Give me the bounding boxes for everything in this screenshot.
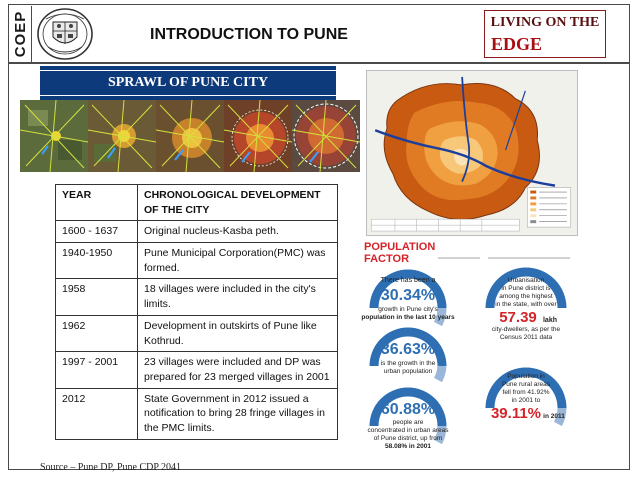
year-cell: 1600 - 1637 [56, 221, 138, 243]
table-row [56, 221, 338, 243]
stat5-intro-2: Pune rural areas [501, 381, 551, 388]
stat2-caption-1: is the growth in the [380, 360, 436, 367]
brand-tagline: LIVING ON THE [490, 15, 600, 30]
stat3-value: 60.88% [380, 401, 436, 418]
stat5-value: 39.11% [490, 405, 542, 422]
source-citation: Source – Pune DP, Pune CDP 2041 [40, 462, 182, 473]
year-cell: 2012 [56, 388, 138, 439]
sprawl-panel-5 [292, 100, 360, 172]
year-cell: 1997 - 2001 [56, 352, 138, 388]
stat3-caption-3: of Pune district, up from [373, 435, 443, 442]
stat4-unit: lakh [542, 317, 558, 324]
sprawl-heading: SPRAWL OF PUNE CITY [40, 70, 336, 96]
year-column-header: YEAR [56, 185, 138, 221]
stat5-year: in 2011 [543, 413, 565, 420]
header-divider [8, 62, 630, 64]
stat1-value: 30.34% [380, 287, 436, 304]
stat4-intro-4: in the state, with over [495, 301, 557, 308]
population-heading-line2: FACTOR [364, 253, 410, 265]
sprawl-panel-1 [20, 100, 88, 172]
sprawl-panel-4 [224, 100, 292, 172]
stat1-intro: There has been a [380, 277, 436, 284]
stat4-caption-2: Census 2011 data [499, 334, 553, 341]
college-crest-logo [36, 7, 94, 61]
stat3-caption-1: people are [392, 419, 424, 426]
event-cell: State Government in 2012 issued a notification to bring 28 fringe villages in the PMC limits. [138, 388, 338, 439]
event-cell: Original nucleus-Kasba peth. [138, 221, 338, 243]
table-row [56, 352, 338, 388]
institute-name: COEP [12, 10, 29, 58]
development-column-header: CHRONOLOGICAL DEVELOPMENT OF THE CITY [138, 185, 338, 221]
brand-badge [484, 10, 606, 58]
event-cell: 18 villages were included in the city's limits. [138, 279, 338, 315]
stat4-value: 57.39 [499, 309, 537, 326]
stat5-intro-3: fell from 41.92% [502, 389, 550, 396]
stat4-intro-1: Urbanisation [507, 277, 545, 284]
sprawl-map-sequence [20, 100, 360, 172]
stat4-caption-1: city-dwellers, as per the [491, 326, 561, 333]
brand-emphasis: EDGE [491, 34, 543, 54]
event-cell: Development in outskirts of Pune like Kothrud. [138, 315, 338, 351]
table-row [56, 243, 338, 279]
stat2-value: 36.63% [380, 341, 436, 358]
stat2-caption-2: urban population [383, 368, 433, 375]
table-row [56, 315, 338, 351]
population-factor-infographic [360, 238, 582, 464]
table-header-row [56, 185, 338, 221]
stat3-caption-4: 58.08% in 2001 [385, 443, 431, 450]
sprawl-panel-2 [88, 100, 156, 172]
stat1-caption-2: population in the last 10 years [361, 314, 455, 321]
event-cell: 23 villages were included and DP was prepared for 23 merged villages in 2001 [138, 352, 338, 388]
stat4-intro-3: among the highest [499, 293, 553, 300]
stat5-intro-1: Population in [507, 373, 545, 380]
institute-sidebar [10, 6, 32, 62]
stat1-caption-1: growth in Pune city's [378, 306, 438, 313]
year-cell: 1940-1950 [56, 243, 138, 279]
table-row [56, 388, 338, 439]
year-cell: 1958 [56, 279, 138, 315]
chronology-table [55, 184, 338, 440]
event-cell: Pune Municipal Corporation(PMC) was formed. [138, 243, 338, 279]
stat4-intro-2: in Pune district is [501, 285, 551, 292]
table-row [56, 279, 338, 315]
slide-title: INTRODUCTION TO PUNE [150, 26, 348, 43]
pune-growth-map [366, 70, 578, 236]
year-cell: 1962 [56, 315, 138, 351]
stat5-intro-4: in 2001 to [511, 397, 541, 404]
population-heading-line1: POPULATION [364, 241, 436, 253]
stat3-caption-2: concentrated in urban areas [367, 427, 449, 434]
sprawl-panel-3 [156, 100, 224, 172]
